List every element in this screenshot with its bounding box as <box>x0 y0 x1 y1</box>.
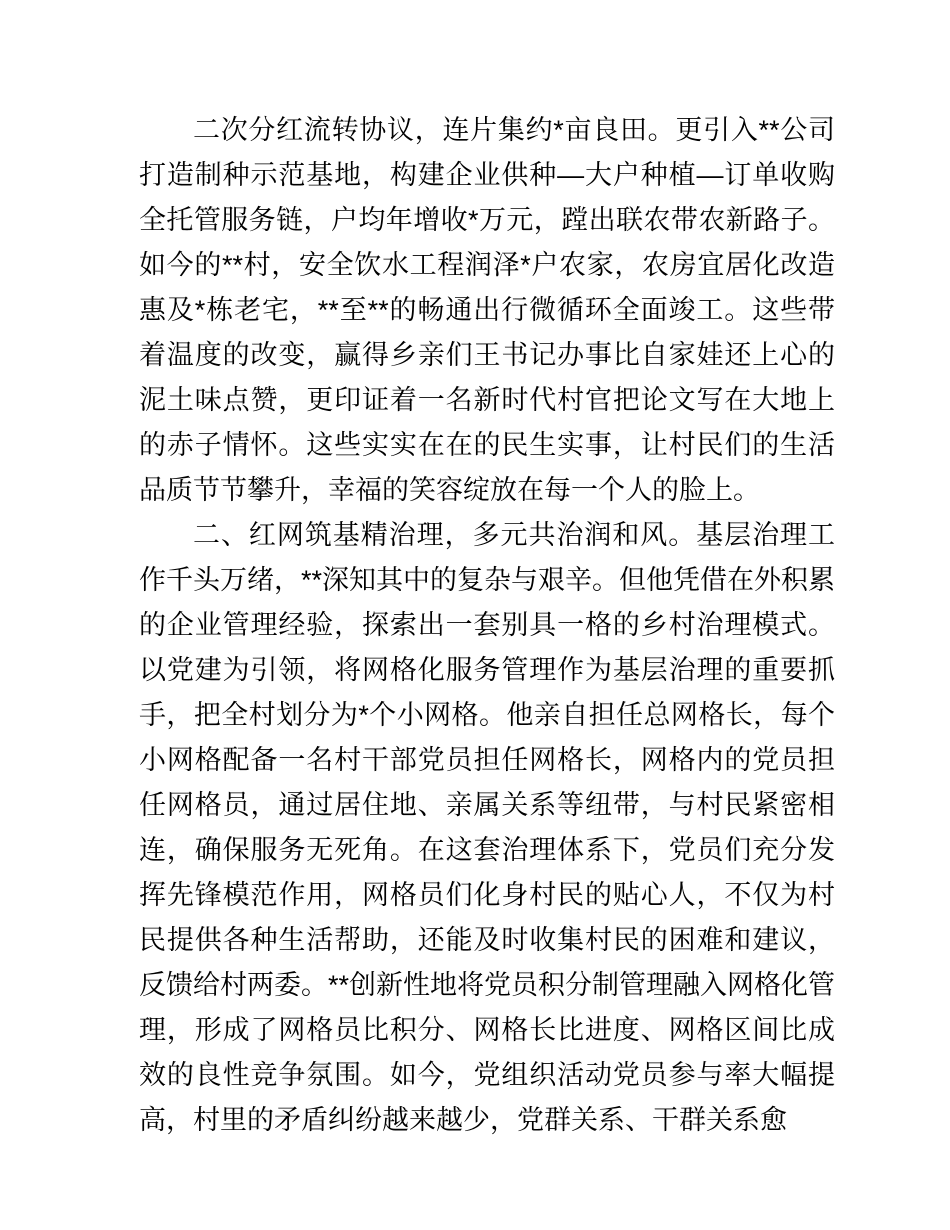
body-paragraph-2: 二、红网筑基精治理，多元共治润和风。基层治理工作千头万绪，**深知其中的复杂与艰辛。但他凭借在外积累的企业管理经验，探索出一套别具一格的乡村治理模式。以党建为引领，将网格化服务管理作为基层治理的重要抓手，把全村划分为*个小网格。他亲自担任总网格长，每个小网格配备一名村干部党员担任网格长，网格内的党员担任网格员，通过居住地、亲属关系等纽带，与村民紧密相连，确保服务无死角。在这套治理体系下，党员们充分发挥先锋模范作用，网格员们化身村民的贴心人，不仅为村民提供各种生活帮助，还能及时收集村民的困难和建议，反馈给村两委。**创新性地将党员积分制管理融入网格化管理，形成了网格员比积分、网格长比进度、网格区间比成效的良性竞争氛围。如今，党组织活动党员参与率大幅提高，村里的矛盾纠纷越来越少，党群关系、干群关系愈 <box>139 520 836 1135</box>
document-text-column <box>139 108 835 1143</box>
body-paragraph-1: 二次分红流转协议，连片集约*亩良田。更引入**公司打造制种示范基地，构建企业供种—大户种植—订单收购全托管服务链，户均年增收*万元，蹚出联农带农新路子。如今的**村，安全饮水工程润泽*户农家，农房宜居化改造惠及*栋老宅，**至**的畅通出行微循环全面竣工。这些带着温度的改变，赢得乡亲们王书记办事比自家娃还上心的泥土味点赞，更印证着一名新时代村官把论文写在大地上的赤子情怀。这些实实在在的民生实事，让村民们的生活品质节节攀升，幸福的笑容绽放在每一个人的脸上。 <box>139 115 835 505</box>
